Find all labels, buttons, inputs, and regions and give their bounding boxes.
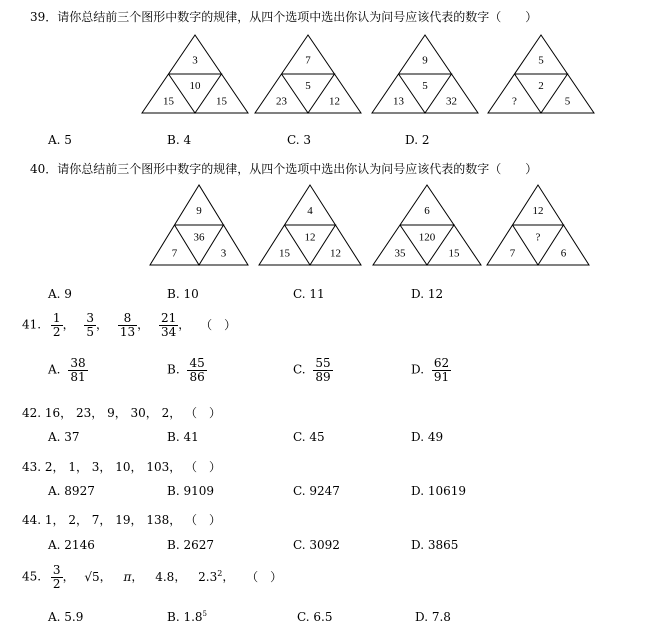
q42-option-a[interactable]: A. 37 [48,430,80,444]
q40-triangle-1 [150,185,248,265]
q43-option-b[interactable]: B. 9109 [167,484,214,498]
q40-option-c[interactable]: C. 11 [293,287,325,301]
q39-triangle-1-top: 3 [192,54,198,67]
q45-option-a[interactable]: A. 5.9 [48,610,84,624]
q39-option-c[interactable]: C. 3 [287,133,312,147]
q40-triangle-2 [259,185,361,265]
q42-option-b[interactable]: B. 41 [167,430,199,444]
q42-stem: 42. 16， 23， 9， 30， 2， （ ） [22,406,222,420]
q40-triangle-3-center: 120 [418,231,436,244]
q41-option-c[interactable]: C. $\frac{55}{89}$ [293,356,331,384]
q45-blank: （ ） [246,569,283,584]
q41-blank: （ ） [200,317,237,332]
q40-triangle-3-top: 6 [424,204,430,217]
q41-option-a[interactable]: A. $\frac{38}{81}$ [48,356,86,384]
q39-triangle-2 [255,35,361,113]
q40-option-b[interactable]: B. 10 [167,287,199,301]
q39-triangle-3-right: 32 [446,95,457,108]
q39-triangle-4-left: ? [512,95,517,108]
q40-triangle-4-center: ? [535,231,541,244]
q39-stem: 39．请你总结前三个图形中数字的规律，从四个选项中选出你认为问号应该代表的数字（ ） [30,10,538,24]
q45-term-5: $2.3^2$ [198,568,223,584]
q45-option-c[interactable]: C. 6.5 [297,610,333,624]
q40-triangle-1-center: 36 [193,231,205,244]
q40-triangle-3-left: 35 [394,247,406,260]
q40-stem: 40．请你总结前三个图形中数字的规律，从四个选项中选出你认为问号应该代表的数字（ ） [30,162,538,176]
q40-triangle-4-right: 6 [560,247,567,260]
q45-term-3: π [123,569,132,584]
q40-triangle-3 [373,185,481,265]
q45-term-2: √5 [84,569,100,584]
q39-triangle-2-right: 12 [329,95,340,108]
q39-triangle-3-top: 9 [422,54,428,67]
q40-triangle-1-right: 3 [220,247,227,260]
q39-triangle-4 [488,35,594,113]
q39-triangle-2-left: 23 [276,95,287,108]
q41-option-b[interactable]: B. $\frac{45}{86}$ [167,356,205,384]
q40-option-d[interactable]: D. 12 [411,287,444,301]
q40-triangle-2-center: 12 [304,231,316,244]
q41-term-2: $\frac{3}{5}$ [86,311,95,339]
q39-triangle-2-top: 7 [305,54,311,67]
q39-triangle-1 [142,35,248,113]
q45-stem: 45. $\frac{3}{2}$ ， √5， π， 4.8， $2.3^2$， （ ） [22,563,283,591]
q44-stem: 44. 1， 2， 7， 19， 138， （ ） [22,513,222,527]
q43-option-a[interactable]: A. 8927 [48,484,95,498]
q40-triangle-4 [487,185,589,265]
q41-term-3: $\frac{8}{13}$ [119,311,136,339]
q45-option-b[interactable]: B. $1.8^5$ [167,610,207,624]
q39-triangle-3 [372,35,478,113]
q39-triangle-4-right: 5 [564,95,571,108]
q39-option-a[interactable]: A. 5 [48,133,72,147]
q40-option-a[interactable]: A. 9 [48,287,72,301]
q45-number: 45. [22,569,42,584]
q44-option-a[interactable]: A. 2146 [48,538,95,552]
q40-triangle-3-right: 15 [448,247,460,260]
q39-triangle-3-center: 5 [422,80,428,93]
q43-stem: 43. 2， 1， 3， 10， 103， （ ） [22,460,222,474]
q43-option-c[interactable]: C. 9247 [293,484,340,498]
q41-stem: 41. $\frac{1}{2}$ ， $\frac{3}{5}$ ， $\frac{8}{13}$ ， $\frac{21}{34}$ ， （ ） [22,311,237,339]
q39-triangle-1-center: 10 [189,80,201,93]
q45-option-d[interactable]: D. 7.8 [415,610,451,624]
q39-triangle-2-center: 5 [305,80,311,93]
q42-option-c[interactable]: C. 45 [293,430,325,444]
q39-triangle-4-top: 5 [538,54,544,67]
q44-option-c[interactable]: C. 3092 [293,538,340,552]
q39-triangle-1-left: 15 [163,95,174,108]
q41-option-d[interactable]: D. $\frac{62}{91}$ [411,356,450,384]
q40-triangle-1-left: 7 [171,247,178,260]
q41-term-4: $\frac{21}{34}$ [160,311,177,339]
q44-option-d[interactable]: D. 3865 [411,538,459,552]
q39-option-b[interactable]: B. 4 [167,133,192,147]
q45-term-1: $\frac{3}{2}$ [52,563,61,591]
q43-option-d[interactable]: D. 10619 [411,484,466,498]
q40-triangle-1-top: 9 [196,204,202,217]
q39-triangle-4-center: 2 [538,80,544,93]
q41-term-1: $\frac{1}{2}$ [52,311,61,339]
q39-triangle-1-right: 15 [216,95,227,108]
q41-number: 41. [22,317,42,332]
q39-triangle-3-left: 13 [393,95,404,108]
q44-option-b[interactable]: B. 2627 [167,538,214,552]
q40-triangle-2-top: 4 [307,204,313,217]
q40-triangle-4-top: 12 [532,204,544,217]
q45-term-4: 4.8 [155,569,175,584]
q40-triangle-2-left: 15 [279,247,290,260]
q40-triangle-4-left: 7 [509,247,516,260]
q39-option-d[interactable]: D. 2 [405,133,430,147]
q42-option-d[interactable]: D. 49 [411,430,444,444]
q40-triangle-2-right: 12 [330,247,341,260]
